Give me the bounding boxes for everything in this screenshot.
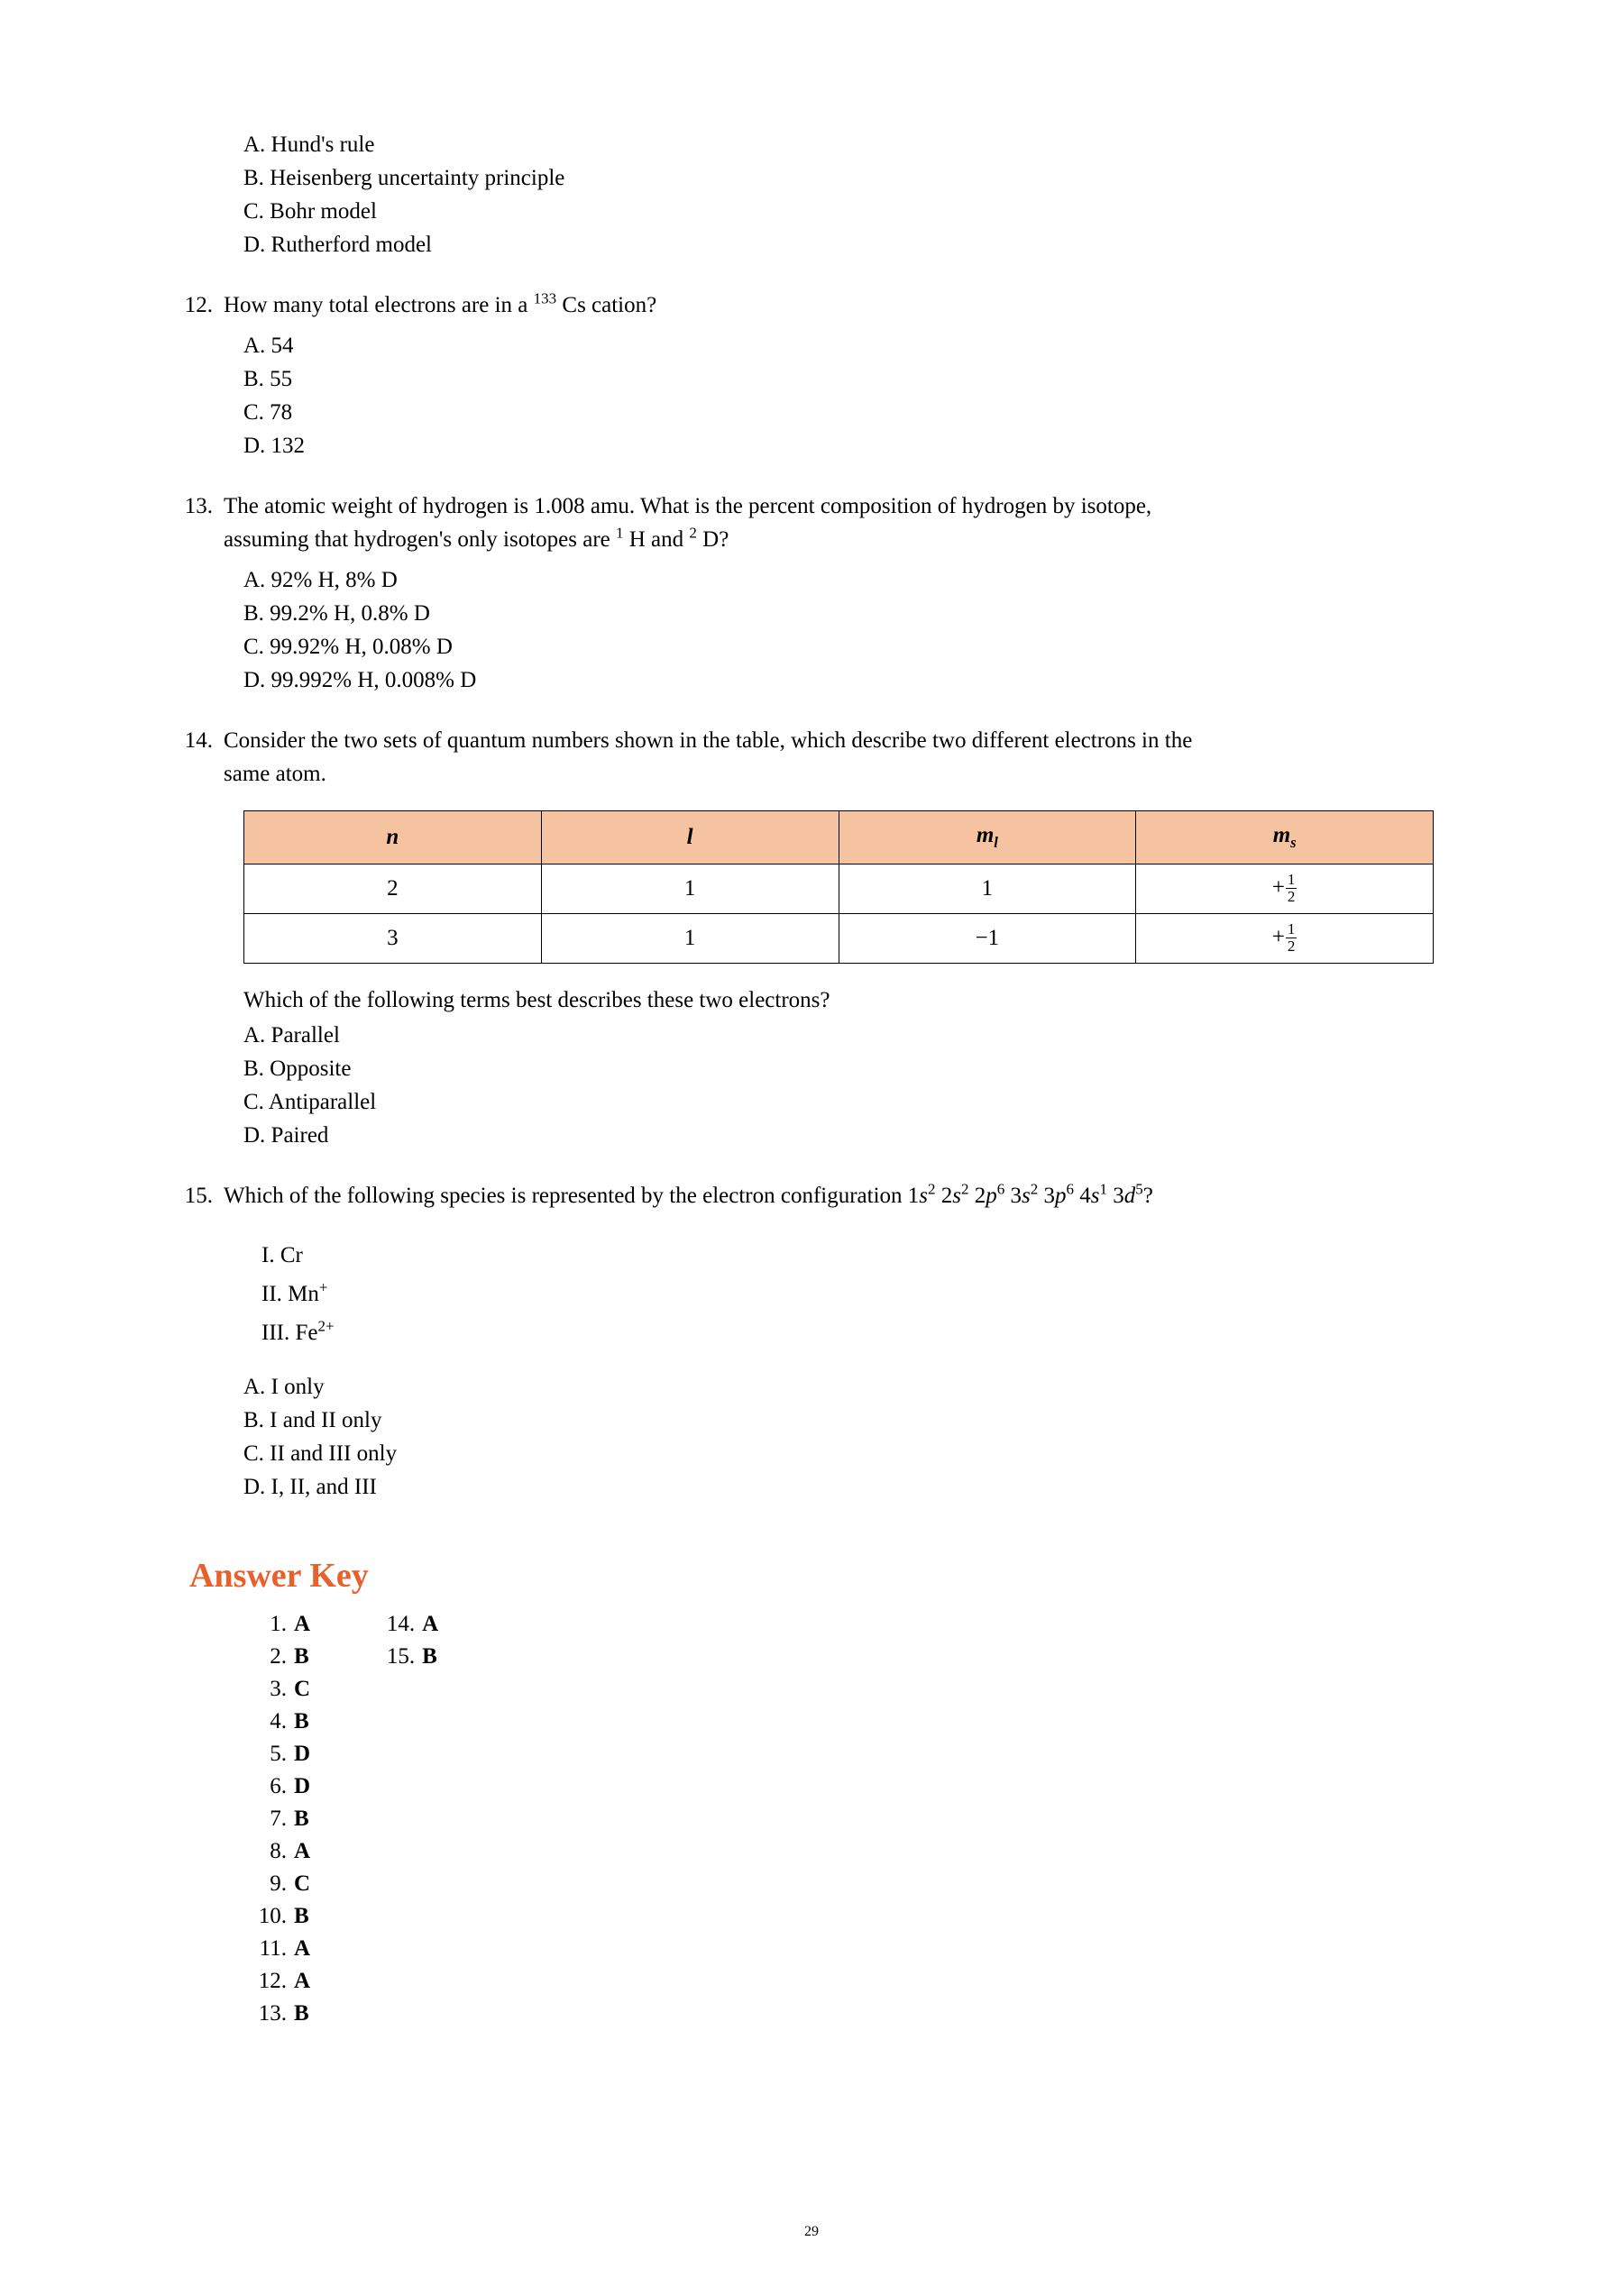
quantum-numbers-table-wrapper xyxy=(243,810,1434,964)
config-orbital: s xyxy=(919,1184,929,1208)
answer-key-heading: Answer Key xyxy=(189,1557,369,1595)
answer-key-column-2 xyxy=(368,1608,438,2030)
answer-index: 15. xyxy=(386,1644,416,1669)
header-subscript: s xyxy=(1290,834,1297,851)
choice-item: B. Heisenberg uncertainty principle xyxy=(243,166,565,190)
choice-item: D. 132 xyxy=(243,434,306,458)
config-n: 3 xyxy=(1043,1184,1055,1208)
choice-item: A. 54 xyxy=(243,334,294,358)
question-15-roman-choices xyxy=(168,1236,1457,1352)
table-row xyxy=(244,914,1434,964)
question-line xyxy=(224,523,1457,556)
question-text-part: ? xyxy=(1142,1184,1153,1208)
answer-key-row xyxy=(240,1770,310,1803)
answer-index: 13. xyxy=(258,2001,287,2026)
answer-index: 1. xyxy=(270,1612,287,1636)
roman-text: Mn xyxy=(288,1282,319,1306)
answer-index: 11. xyxy=(259,1936,287,1961)
question-11-choices xyxy=(243,128,1457,261)
answer-index: 2. xyxy=(270,1644,287,1669)
answer-key-row xyxy=(240,1868,310,1900)
answer-key-row xyxy=(240,1673,310,1706)
answer-key-row xyxy=(240,1835,310,1868)
cell-ml: −1 xyxy=(839,914,1136,964)
config-orbital: s xyxy=(1022,1184,1031,1208)
isotope-superscript: 1 xyxy=(616,524,624,542)
electron-configuration xyxy=(907,1180,1153,1208)
isotope-superscript: 2 xyxy=(689,524,697,542)
roman-choice-item xyxy=(261,1275,1457,1313)
question-14-prompt: Which of the following terms best describes these two electrons? xyxy=(243,988,830,1012)
answer-index: 8. xyxy=(270,1839,287,1863)
charge-superscript: 2+ xyxy=(317,1317,335,1335)
answer-key-column-1 xyxy=(240,1608,310,2030)
header-subscript: l xyxy=(994,834,998,851)
answer-value: B xyxy=(294,2001,309,2026)
answer-index: 3. xyxy=(270,1677,287,1701)
question-text xyxy=(224,1179,1457,1212)
choice-item: A. I only xyxy=(243,1375,325,1399)
choice-item: A. Parallel xyxy=(243,1023,340,1047)
header-symbol: m xyxy=(1272,823,1291,847)
sign: + xyxy=(1271,924,1285,949)
choice-item: B. Opposite xyxy=(243,1057,352,1081)
roman-label: II. xyxy=(261,1282,282,1306)
question-number: 13. xyxy=(184,494,213,518)
config-exponent: 6 xyxy=(996,1180,1005,1198)
column-header-n xyxy=(244,811,542,864)
answer-key-row xyxy=(240,1965,310,1998)
answer-index: 14. xyxy=(386,1612,416,1636)
config-n: 3 xyxy=(1113,1184,1124,1208)
column-header-ms xyxy=(1136,811,1434,864)
answer-index: 12. xyxy=(258,1969,287,1993)
answer-value: C xyxy=(294,1871,311,1896)
cell-ml: 1 xyxy=(839,864,1136,914)
fraction xyxy=(1286,872,1297,905)
answer-key-row xyxy=(240,1738,310,1770)
question-number: 15. xyxy=(184,1184,213,1208)
config-exponent: 2 xyxy=(1030,1180,1039,1198)
choice-item: C. 99.92% H, 0.08% D xyxy=(243,635,453,659)
config-n: 4 xyxy=(1079,1184,1091,1208)
choice-item: C. Bohr model xyxy=(243,199,377,224)
answer-value: D xyxy=(294,1774,311,1798)
answer-key-row xyxy=(368,1608,438,1641)
numerator: 1 xyxy=(1287,870,1296,888)
roman-text: Cr xyxy=(280,1243,303,1267)
choice-item: A. 92% H, 8% D xyxy=(243,568,398,592)
answer-key-row xyxy=(240,1933,310,1965)
numerator: 1 xyxy=(1287,919,1296,938)
answer-value: D xyxy=(294,1742,311,1766)
question-text-part: D? xyxy=(702,527,729,552)
config-orbital: s xyxy=(952,1184,961,1208)
page-content xyxy=(168,126,1457,2030)
choice-item: C. II and III only xyxy=(243,1441,398,1466)
question-line: Consider the two sets of quantum numbers shown in the table, which describe two different electrons in the xyxy=(224,728,1193,753)
answer-value: B xyxy=(294,1904,309,1928)
config-exponent: 1 xyxy=(1099,1180,1107,1198)
config-orbital: p xyxy=(1054,1184,1067,1208)
answer-value: B xyxy=(294,1709,309,1733)
answer-index: 4. xyxy=(270,1709,287,1733)
cell-ms xyxy=(1136,914,1434,964)
config-orbital: s xyxy=(1090,1184,1100,1208)
question-text-part: Which of the following species is represented by the electron configuration xyxy=(224,1184,903,1208)
table-header-row xyxy=(244,811,1434,864)
question-text-part: Cs cation? xyxy=(562,293,657,317)
answer-index: 6. xyxy=(270,1774,287,1798)
config-n: 1 xyxy=(907,1184,920,1208)
choice-item: C. Antiparallel xyxy=(243,1090,377,1114)
header-symbol: m xyxy=(976,823,995,847)
answer-value: B xyxy=(422,1644,437,1669)
cell-n: 2 xyxy=(244,864,542,914)
config-n: 2 xyxy=(940,1184,953,1208)
question-15-choices xyxy=(243,1370,1457,1504)
choice-item: C. 78 xyxy=(243,400,293,425)
config-exponent: 6 xyxy=(1066,1180,1074,1198)
question-13-choices xyxy=(243,563,1457,697)
question-line: The atomic weight of hydrogen is 1.008 amu. What is the percent composition of hydrogen by isotope, xyxy=(224,494,1152,518)
config-orbital: p xyxy=(986,1184,997,1208)
denominator: 2 xyxy=(1287,887,1296,905)
answer-key-row xyxy=(240,1900,310,1933)
choice-item: B. I and II only xyxy=(243,1408,382,1432)
choice-item: D. Rutherford model xyxy=(243,233,432,257)
config-orbital: d xyxy=(1123,1184,1136,1208)
header-symbol: l xyxy=(686,825,693,849)
question-text xyxy=(224,288,1457,322)
roman-choice-item xyxy=(261,1236,1457,1275)
header-symbol: n xyxy=(386,825,399,849)
sign: + xyxy=(1271,874,1285,900)
question-text-part: H and xyxy=(628,527,684,552)
choice-item: A. Hund's rule xyxy=(243,133,375,157)
table-row xyxy=(244,864,1434,914)
question-number: 12. xyxy=(184,293,213,317)
answer-key-row xyxy=(240,1803,310,1835)
quantum-numbers-table xyxy=(243,810,1434,964)
cell-l: 1 xyxy=(541,864,839,914)
answer-key-grid xyxy=(168,1608,1457,2030)
column-header-ml xyxy=(839,811,1136,864)
answer-value: A xyxy=(422,1612,439,1636)
question-number: 14. xyxy=(184,728,213,753)
answer-index: 10. xyxy=(258,1904,287,1928)
answer-value: A xyxy=(294,1936,311,1961)
cell-ms xyxy=(1136,864,1434,914)
choice-item: D. 99.992% H, 0.008% D xyxy=(243,668,477,692)
config-exponent: 2 xyxy=(928,1180,936,1198)
answer-key-row xyxy=(240,1706,310,1738)
denominator: 2 xyxy=(1287,937,1296,955)
question-text-part: assuming that hydrogen's only isotopes are xyxy=(224,527,610,552)
choice-item: B. 99.2% H, 0.8% D xyxy=(243,601,430,626)
question-13 xyxy=(168,489,1457,556)
question-line: same atom. xyxy=(224,762,326,786)
roman-text: Fe xyxy=(295,1321,318,1345)
charge-superscript: + xyxy=(318,1278,328,1296)
question-14 xyxy=(168,724,1457,791)
answer-key-row xyxy=(368,1641,438,1673)
answer-value: C xyxy=(294,1677,311,1701)
question-12 xyxy=(168,288,1457,322)
answer-value: A xyxy=(294,1969,311,1993)
config-n: 3 xyxy=(1010,1184,1022,1208)
fraction xyxy=(1286,921,1297,955)
cell-n: 3 xyxy=(244,914,542,964)
cell-l: 1 xyxy=(541,914,839,964)
question-text-part: How many total electrons are in a xyxy=(224,293,528,317)
roman-choice-item xyxy=(261,1313,1457,1352)
column-header-l xyxy=(541,811,839,864)
config-exponent: 5 xyxy=(1135,1180,1143,1198)
question-14-prompt-block xyxy=(243,983,1457,1152)
question-text xyxy=(224,724,1457,791)
answer-key-row xyxy=(240,1641,310,1673)
answer-value: B xyxy=(294,1807,309,1831)
config-exponent: 2 xyxy=(961,1180,969,1198)
answer-value: B xyxy=(294,1644,309,1669)
answer-value: A xyxy=(294,1839,311,1863)
config-n: 2 xyxy=(974,1184,986,1208)
choice-item: D. Paired xyxy=(243,1123,329,1148)
answer-key-row xyxy=(240,1608,310,1641)
choice-item: D. I, II, and III xyxy=(243,1475,377,1499)
answer-value: A xyxy=(294,1612,311,1636)
question-12-choices xyxy=(243,329,1457,462)
answer-index: 5. xyxy=(270,1742,287,1766)
page-number: 29 xyxy=(804,2224,819,2239)
answer-index: 7. xyxy=(270,1807,287,1831)
answer-index: 9. xyxy=(270,1871,287,1896)
question-15 xyxy=(168,1179,1457,1212)
mass-number-superscript: 133 xyxy=(533,289,557,307)
roman-label: I. xyxy=(261,1243,275,1267)
roman-label: III. xyxy=(261,1321,290,1345)
question-text xyxy=(224,489,1457,556)
answer-key-row xyxy=(240,1998,310,2030)
choice-item: B. 55 xyxy=(243,367,293,391)
